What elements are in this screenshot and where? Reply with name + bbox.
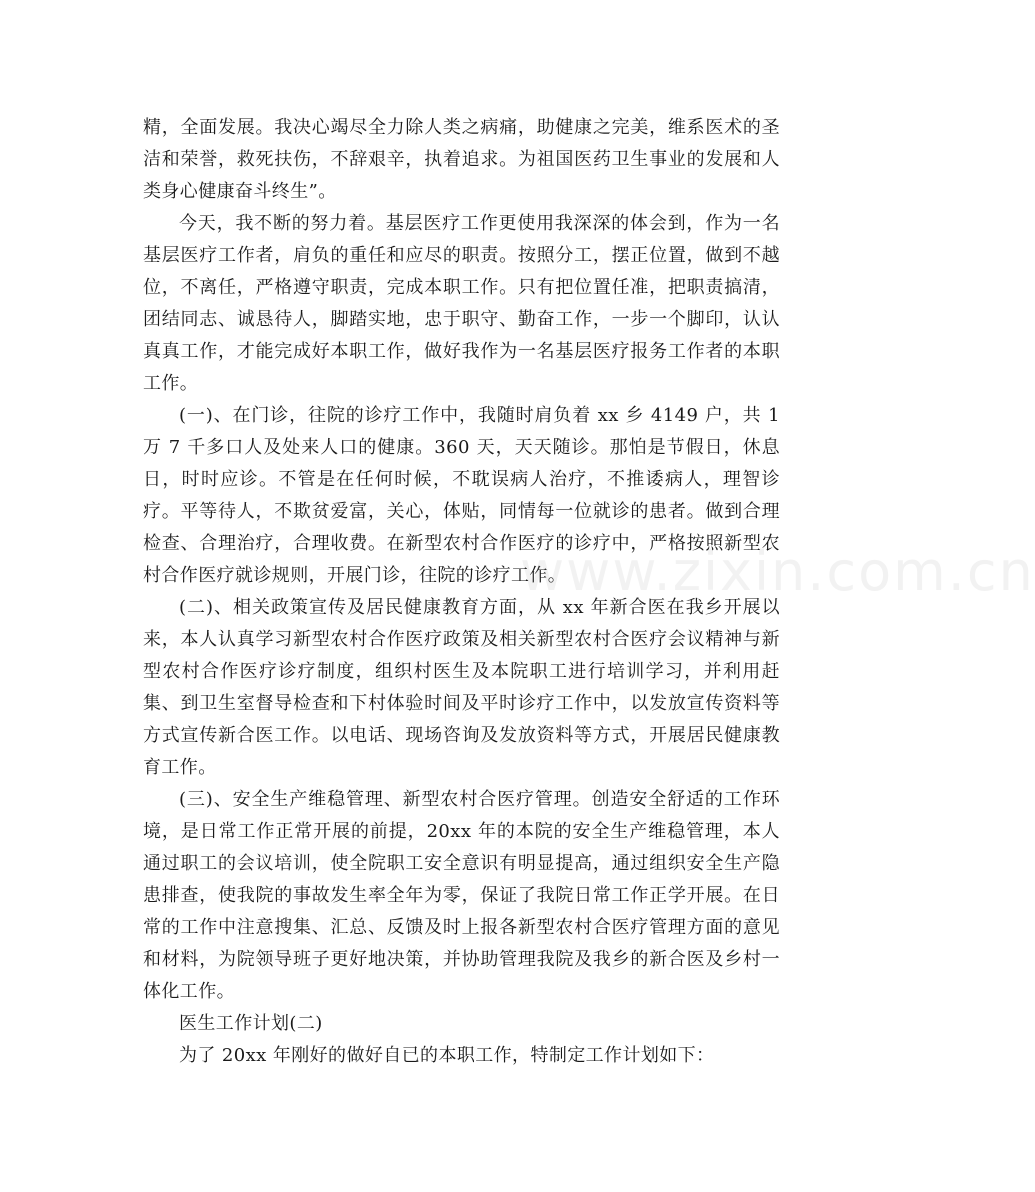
paragraph-3: (一)、在门诊，往院的诊疗工作中，我随时肩负着 xx 乡 4149 户，共 1 万 7 千多口人及处来人口的健康。360 天，天天随诊。那怕是节假日，休息日，时时应诊。不管是在任何时候，不耽误病人治疗，不推诿病人，理智诊疗。平等待人，不欺贫爱富，关心，体贴，同情每一位就诊的患者。做到合理检查、合理治疗，合理收费。在新型农村合作医疗的诊疗中，严格按照新型农村合作医疗就诊规则，开展门诊，往院的诊疗工作。	[143, 405, 780, 586]
paragraph-2: 今天，我不断的努力着。基层医疗工作更使用我深深的体会到，作为一名基层医疗工作者，肩负的重任和应尽的职责。按照分工，摆正位置，做到不越位，不离任，严格遵守职责，完成本职工作。只有把位置任准，把职责搞清，团结同志、诚恳待人，脚踏实地，忠于职守、勤奋工作，一步一个脚印，认认真真工作，才能完成好本职工作，做好我作为一名基层医疗报务工作者的本职工作。	[143, 213, 780, 394]
document-body	[143, 112, 780, 1072]
paragraph-7: 为了 20xx 年刚好的做好自已的本职工作，特制定工作计划如下：	[179, 1045, 715, 1066]
paragraph-4: (二)、相关政策宣传及居民健康教育方面，从 xx 年新合医在我乡开展以来，本人认真学习新型农村合作医疗政策及相关新型农村合医疗会议精神与新型农村合作医疗诊疗制度，组织村医生及本院职工进行培训学习，并利用赶集、到卫生室督导检查和下村体验时间及平时诊疗工作中，以发放宣传资料等方式宣传新合医工作。以电话、现场咨询及发放资料等方式，开展居民健康教育工作。	[143, 597, 780, 778]
watermark-text: www.zixin.com.cn	[520, 540, 1035, 603]
paragraph-1: 精，全面发展。我决心竭尽全力除人类之病痛，助健康之完美，维系医术的圣洁和荣誉，救死扶伤，不辞艰辛，执着追求。为祖国医药卫生事业的发展和人类身心健康奋斗终生”。	[143, 117, 780, 202]
paragraph-5: (三)、安全生产维稳管理、新型农村合医疗管理。创造安全舒适的工作环境，是日常工作正常开展的前提，20xx 年的本院的安全生产维稳管理，本人通过职工的会议培训，使全院职工安全意识有明显提高，通过组织安全生产隐患排查，使我院的事故发生率全年为零，保证了我院日常工作正学开展。在日常的工作中注意搜集、汇总、反馈及时上报各新型农村合医疗管理方面的意见和材料，为院领导班子更好地决策，并协助管理我院及我乡的新合医及乡村一体化工作。	[143, 789, 780, 1002]
section-heading: 医生工作计划(二)	[179, 1013, 323, 1034]
